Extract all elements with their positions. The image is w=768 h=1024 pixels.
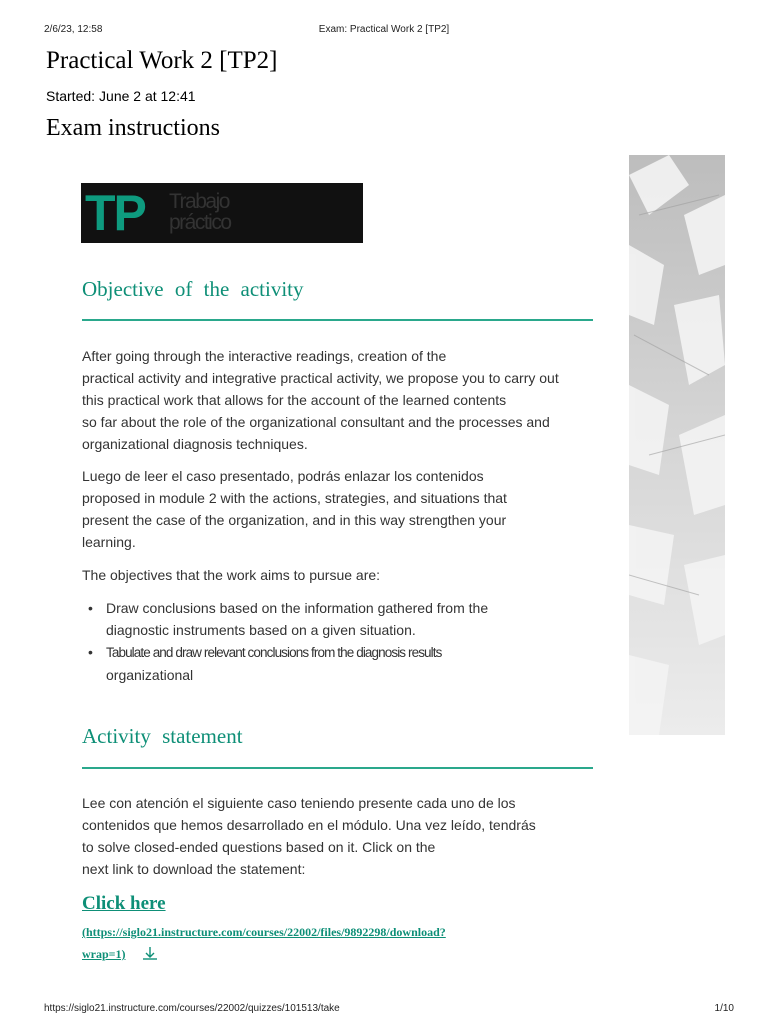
print-datetime: 2/6/23, 12:58 (44, 24, 103, 35)
statement-link-url[interactable]: (https://siglo21.instructure.com/courses/22002/files/9892298/download? (82, 925, 446, 939)
statement-link-url-continued[interactable]: wrap=1) (82, 947, 126, 961)
statement-paragraph (82, 792, 602, 880)
started-info (46, 88, 200, 104)
text-line: present the case of the organization, and in this way strengthen your (82, 512, 507, 528)
text-line: After going through the interactive readings, creation of the (82, 348, 447, 364)
text-line: so far about the role of the organizational consultant and the processes and (82, 414, 550, 430)
text-line: proposed in module 2 with the actions, strategies, and situations that (82, 490, 507, 506)
print-page-number: 1/10 (714, 1003, 734, 1014)
text-line: contenidos que hemos desarrollado en el módulo. Una vez leído, tendrás (82, 817, 536, 833)
instructions-heading: Exam instructions (46, 115, 220, 141)
statement-heading: Activity statement (82, 724, 243, 748)
list-item (86, 641, 586, 686)
text-line: to solve closed-ended questions based on it. Click on the (82, 839, 436, 855)
text-line: The objectives that the work aims to pursue are: (82, 567, 381, 583)
text-line: Luego de leer el caso presentado, podrás enlazar los contenidos (82, 468, 484, 484)
text-line: learning. (82, 534, 136, 550)
banner-word-trabajo: Trabajo (169, 190, 229, 213)
text-line: diagnostic instruments based on a given situation. (106, 622, 416, 638)
banner-letters: TP (85, 185, 145, 241)
text-line: Lee con atención el siguiente caso teniendo presente cada uno de los (82, 795, 516, 811)
section-divider (82, 767, 593, 769)
objective-heading: Objective of the activity (82, 277, 304, 301)
section-divider (82, 319, 593, 321)
text-line: practical activity and integrative practical activity, we propose you to carry out (82, 370, 559, 386)
text-line: Tabulate and draw relevant conclusions from the diagnosis results (106, 645, 442, 660)
objective-paragraph-1 (82, 345, 602, 455)
list-item (86, 597, 586, 641)
text-line: this practical work that allows for the account of the learned contents (82, 392, 507, 408)
objective-paragraph-3 (82, 564, 602, 586)
tp-banner (81, 183, 363, 243)
text-line: organizational (106, 667, 194, 683)
click-here-link[interactable]: Click here (82, 893, 166, 914)
text-line: next link to download the statement: (82, 861, 306, 877)
objective-paragraph-2 (82, 465, 602, 553)
text-line: Draw conclusions based on the information gathered from the (106, 600, 489, 616)
text-line: organizational diagnosis techniques. (82, 436, 308, 452)
download-icon[interactable] (141, 946, 159, 962)
objectives-list (86, 597, 586, 686)
decorative-architecture-image (629, 155, 725, 735)
started-label: Started: (46, 88, 96, 104)
print-footer-url: https://siglo21.instructure.com/courses/22002/quizzes/101513/take (44, 1003, 340, 1014)
banner-word-practico: práctico (169, 211, 231, 234)
page-title: Practical Work 2 [TP2] (46, 47, 278, 74)
print-page-title: Exam: Practical Work 2 [TP2] (318, 24, 450, 35)
started-value: June 2 at 12:41 (99, 88, 196, 104)
